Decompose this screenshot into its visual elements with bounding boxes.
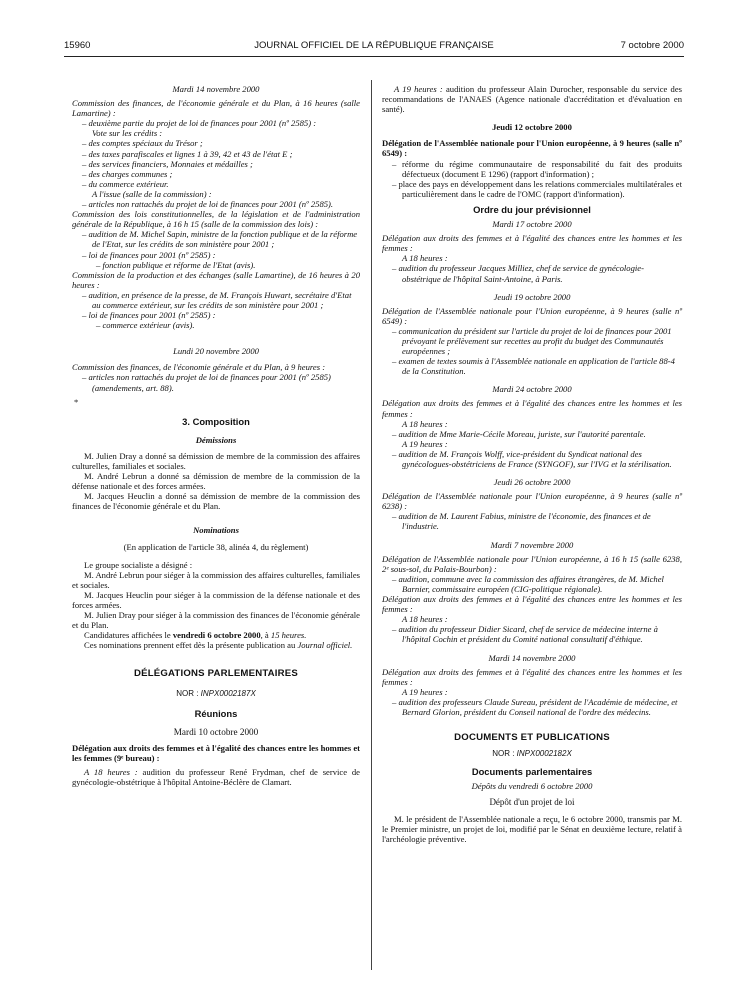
agenda-item: – loi de finances pour 2001 (nº 2585) : — [82, 249, 216, 260]
paragraph: A 18 heures : audition du professeur René Frydman, chef de service de gynécologie-obstétrique à l'hôpital Antoine-Béclère de Clamart. — [72, 767, 360, 788]
date-heading: Mardi 10 octobre 2000 — [173, 726, 259, 737]
subsection-heading: Documents parlementaires — [471, 766, 593, 778]
agenda-item: – audition de M. Laurent Fabius, ministre de l'économie, des finances et de l'industrie. — [392, 511, 651, 532]
agenda-item: – audition de Mme Marie-Cécile Moreau, juriste, sur l'autorité parentale. — [392, 428, 646, 439]
paragraph: A 19 heures : audition du professeur Alain Durocher, responsable du service des recommandations de l'ANAES (Agence nationale d'accréditation et d'évaluation en santé). — [382, 84, 682, 115]
agenda-item: – des charges communes ; — [82, 168, 173, 179]
agenda-item: – audition des professeurs Claude Sureau, président de l'Académie de médecine, et Bernard Glorion, président du Conseil national de l'ordre des médecins. — [392, 696, 678, 717]
date-heading: Mardi 14 novembre 2000 — [172, 84, 260, 94]
agenda-item: – du commerce extérieur. — [82, 178, 169, 189]
agenda-item: – loi de finances pour 2001 (nº 2585) : — [82, 310, 216, 321]
paragraph: M. Julien Dray a donné sa démission de membre de la commission des affaires culturelles, familiales et sociales. — [72, 450, 360, 471]
agenda-entry: Délégation aux droits des femmes et à l'égalité des chances entre les hommes et les femmes : — [382, 233, 682, 254]
page-number: 15960 — [64, 40, 91, 51]
agenda-item: – audition, en présence de la presse, de M. François Huwart, secrétaire d'Etat au commerce extérieur, sur les crédits de son ministère pour 2001 ; — [82, 289, 352, 310]
agenda-item: – audition de M. François Wolff, vice-président du Syndicat national des gynécologues-obstétriciens de France (SYNGOF), sur l'IVG et la stérilisation. — [392, 448, 672, 469]
date-heading: Jeudi 26 octobre 2000 — [493, 477, 571, 488]
paragraph: M. Jacques Heuclin pour siéger à la commission de la défense nationale et des forces armées. — [72, 589, 360, 611]
paragraph: Ces nominations prennent effet dès la présente publication au Journal officiel. — [84, 640, 353, 651]
agenda-item: – audition du professeur Didier Sicard, chef de service de médecine interne à l'hôpital Cochin et président du Comité national consultatif d'éthique. — [392, 624, 658, 645]
agenda-entry: Délégation de l'Assemblée nationale pour l'Union européenne, à 16 h 15 (salle 6238, 2ᵉ sous-sol, du Palais-Bourbon) : — [382, 553, 682, 574]
agenda-text: A l'issue (salle de la commission) : — [92, 188, 212, 199]
agenda-subitem: – fonction publique et réforme de l'Etat (avis). — [96, 259, 256, 270]
agenda-item: – audition du professeur Jacques Milliez, chef de service de gynécologie-obstétrique de l'hôpital Saint-Antoine, à Paris. — [392, 263, 644, 284]
agenda-item: – des comptes spéciaux du Trésor ; — [82, 138, 203, 149]
column-divider — [371, 80, 372, 970]
section-heading: 3. Composition — [182, 415, 250, 427]
page-header — [64, 40, 684, 54]
paragraph: M. Jacques Heuclin a donné sa démission de membre de la commission des finances de l'économie générale et du Plan. — [72, 491, 360, 512]
date-heading: Mardi 14 novembre 2000 — [488, 652, 576, 663]
agenda-entry: Commission de la production et des échanges (salle Lamartine), de 16 heures à 20 heures : — [72, 269, 360, 290]
header-rule — [64, 56, 684, 57]
separator-star: * — [74, 396, 79, 407]
date-heading: Mardi 7 novembre 2000 — [490, 539, 574, 550]
paragraph: M. André Lebrun a donné sa démission de membre de la commission de la défense nationale et des forces armées. — [72, 471, 360, 492]
date-heading: Jeudi 19 octobre 2000 — [493, 291, 571, 302]
agenda-subitem: – commerce extérieur (avis). — [96, 320, 195, 331]
agenda-entry: Délégation de l'Assemblée nationale pour l'Union européenne, à 9 heures (salle nº 6238) : — [382, 491, 682, 512]
agenda-time: A 18 heures : — [402, 418, 448, 429]
delegation-title: Délégation de l'Assemblée nationale pour l'Union européenne, à 9 heures (salle nº 6549) : — [382, 138, 682, 159]
agenda-entry: Délégation aux droits des femmes et à l'égalité des chances entre les hommes et les femmes : — [382, 398, 682, 419]
delegation-title: Délégation aux droits des femmes et à l'égalité des chances entre les hommes et les femmes (9ᵉ bureau) : — [72, 742, 360, 763]
agenda-time: A 18 heures : — [402, 253, 448, 264]
agenda-item: – des taxes parafiscales et lignes 1 à 39, 42 et 43 de l'état E ; — [82, 148, 293, 159]
date-heading: Mardi 17 octobre 2000 — [492, 219, 572, 230]
subsection-heading: Réunions — [194, 707, 238, 719]
agenda-item: – communication du président sur l'article du projet de loi de finances pour 2001 prévoyant le prélèvement sur recettes au profit du budget des Communautés européennes ; — [392, 325, 672, 357]
issue-date: 7 octobre 2000 — [620, 40, 684, 51]
agenda-item: – examen de textes soumis à l'Assemblée nationale en application de l'article 88-4 de la Constitution. — [392, 356, 675, 377]
subsection-heading: Démissions — [195, 434, 237, 445]
nor-reference: NOR : INPX0002187X — [176, 688, 256, 698]
agenda-item: – place des pays en développement dans les relations commerciales multilatérales et particulièrement dans le cadre de l'OMC (rapport d'information). — [392, 178, 682, 199]
section-heading: DÉLÉGATIONS PARLEMENTAIRES — [133, 667, 299, 679]
agenda-entry: Commission des finances, de l'économie générale et du Plan, à 16 heures (salle Lamartine) : — [72, 98, 360, 119]
journal-title: JOURNAL OFFICIEL DE LA RÉPUBLIQUE FRANÇAISE — [254, 40, 494, 51]
date-heading: Lundi 20 novembre 2000 — [173, 346, 259, 357]
paragraph: Le groupe socialiste a désigné : — [84, 559, 193, 570]
agenda-entry: Délégation aux droits des femmes et à l'égalité des chances entre les hommes et les femmes : — [382, 666, 682, 687]
section-heading: DOCUMENTS ET PUBLICATIONS — [454, 732, 610, 744]
agenda-item: – réforme du régime communautaire de responsabilité du fait des produits défectueux (document E 1296) (rapport d'information) ; — [392, 158, 682, 179]
date-heading: Jeudi 12 octobre 2000 — [492, 122, 572, 133]
agenda-item: – articles non rattachés du projet de loi de finances pour 2001 (nº 2585). — [82, 199, 334, 210]
subsection-heading: Dépôt d'un projet de loi — [489, 797, 575, 808]
agenda-item: – des services financiers, Monnaies et médailles ; — [82, 158, 253, 169]
agenda-entry: Commission des finances, de l'économie générale et du Plan, à 9 heures : — [72, 362, 326, 373]
date-heading: Dépôts du vendredi 6 octobre 2000 — [471, 781, 593, 792]
agenda-item: – articles non rattachés du projet de loi de finances pour 2001 (nº 2585) (amendements, art. 88). — [82, 372, 331, 393]
agenda-item: – audition de M. Michel Sapin, ministre de la fonction publique et de la réforme de l'Etat, sur les crédits de son ministère pour 2001 ; — [82, 229, 358, 250]
reference-note: (En application de l'article 38, alinéa 4, du règlement) — [123, 541, 309, 552]
agenda-time: A 19 heures : — [402, 438, 448, 449]
agenda-entry: Commission des lois constitutionnelles, de la législation et de l'administration générale de la République, à 16 h 15 (salle de la commission des lois) : — [72, 209, 360, 230]
agenda-entry: Délégation aux droits des femmes et à l'égalité des chances entre les hommes et les femmes : — [382, 594, 682, 615]
paragraph: M. le président de l'Assemblée nationale a reçu, le 6 octobre 2000, transmis par M. le Premier ministre, un projet de loi, modifié par le Sénat en deuxième lecture, relatif à l'archéologie préventive. — [382, 813, 682, 844]
paragraph: M. Julien Dray pour siéger à la commission des finances de l'économie générale et du Plan. — [72, 610, 360, 631]
subsection-heading: Nominations — [193, 525, 239, 536]
agenda-text: Vote sur les crédits : — [92, 128, 163, 139]
nor-reference: NOR : INPX0002182X — [492, 749, 572, 759]
paragraph: Candidatures affichées le vendredi 6 octobre 2000, à 15 heures. — [84, 630, 307, 641]
left-column — [72, 84, 360, 787]
agenda-time: A 19 heures : — [402, 686, 448, 697]
paragraph: M. André Lebrun pour siéger à la commission des affaires culturelles, familiales et sociales. — [72, 569, 360, 590]
agenda-entry: Délégation de l'Assemblée nationale pour l'Union européenne, à 9 heures (salle nº 6549) : — [382, 305, 682, 326]
agenda-item: – deuxième partie du projet de loi de finances pour 2001 (nº 2585) : — [82, 118, 317, 129]
date-heading: Mardi 24 octobre 2000 — [492, 384, 572, 395]
agenda-time: A 18 heures : — [402, 614, 448, 625]
agenda-item: – audition, commune avec la commission des affaires étrangères, de M. Michel Barnier, commissaire européen (CIG-politique régionale). — [392, 573, 664, 594]
section-heading: Ordre du jour prévisionnel — [473, 203, 591, 215]
right-column — [382, 84, 682, 844]
